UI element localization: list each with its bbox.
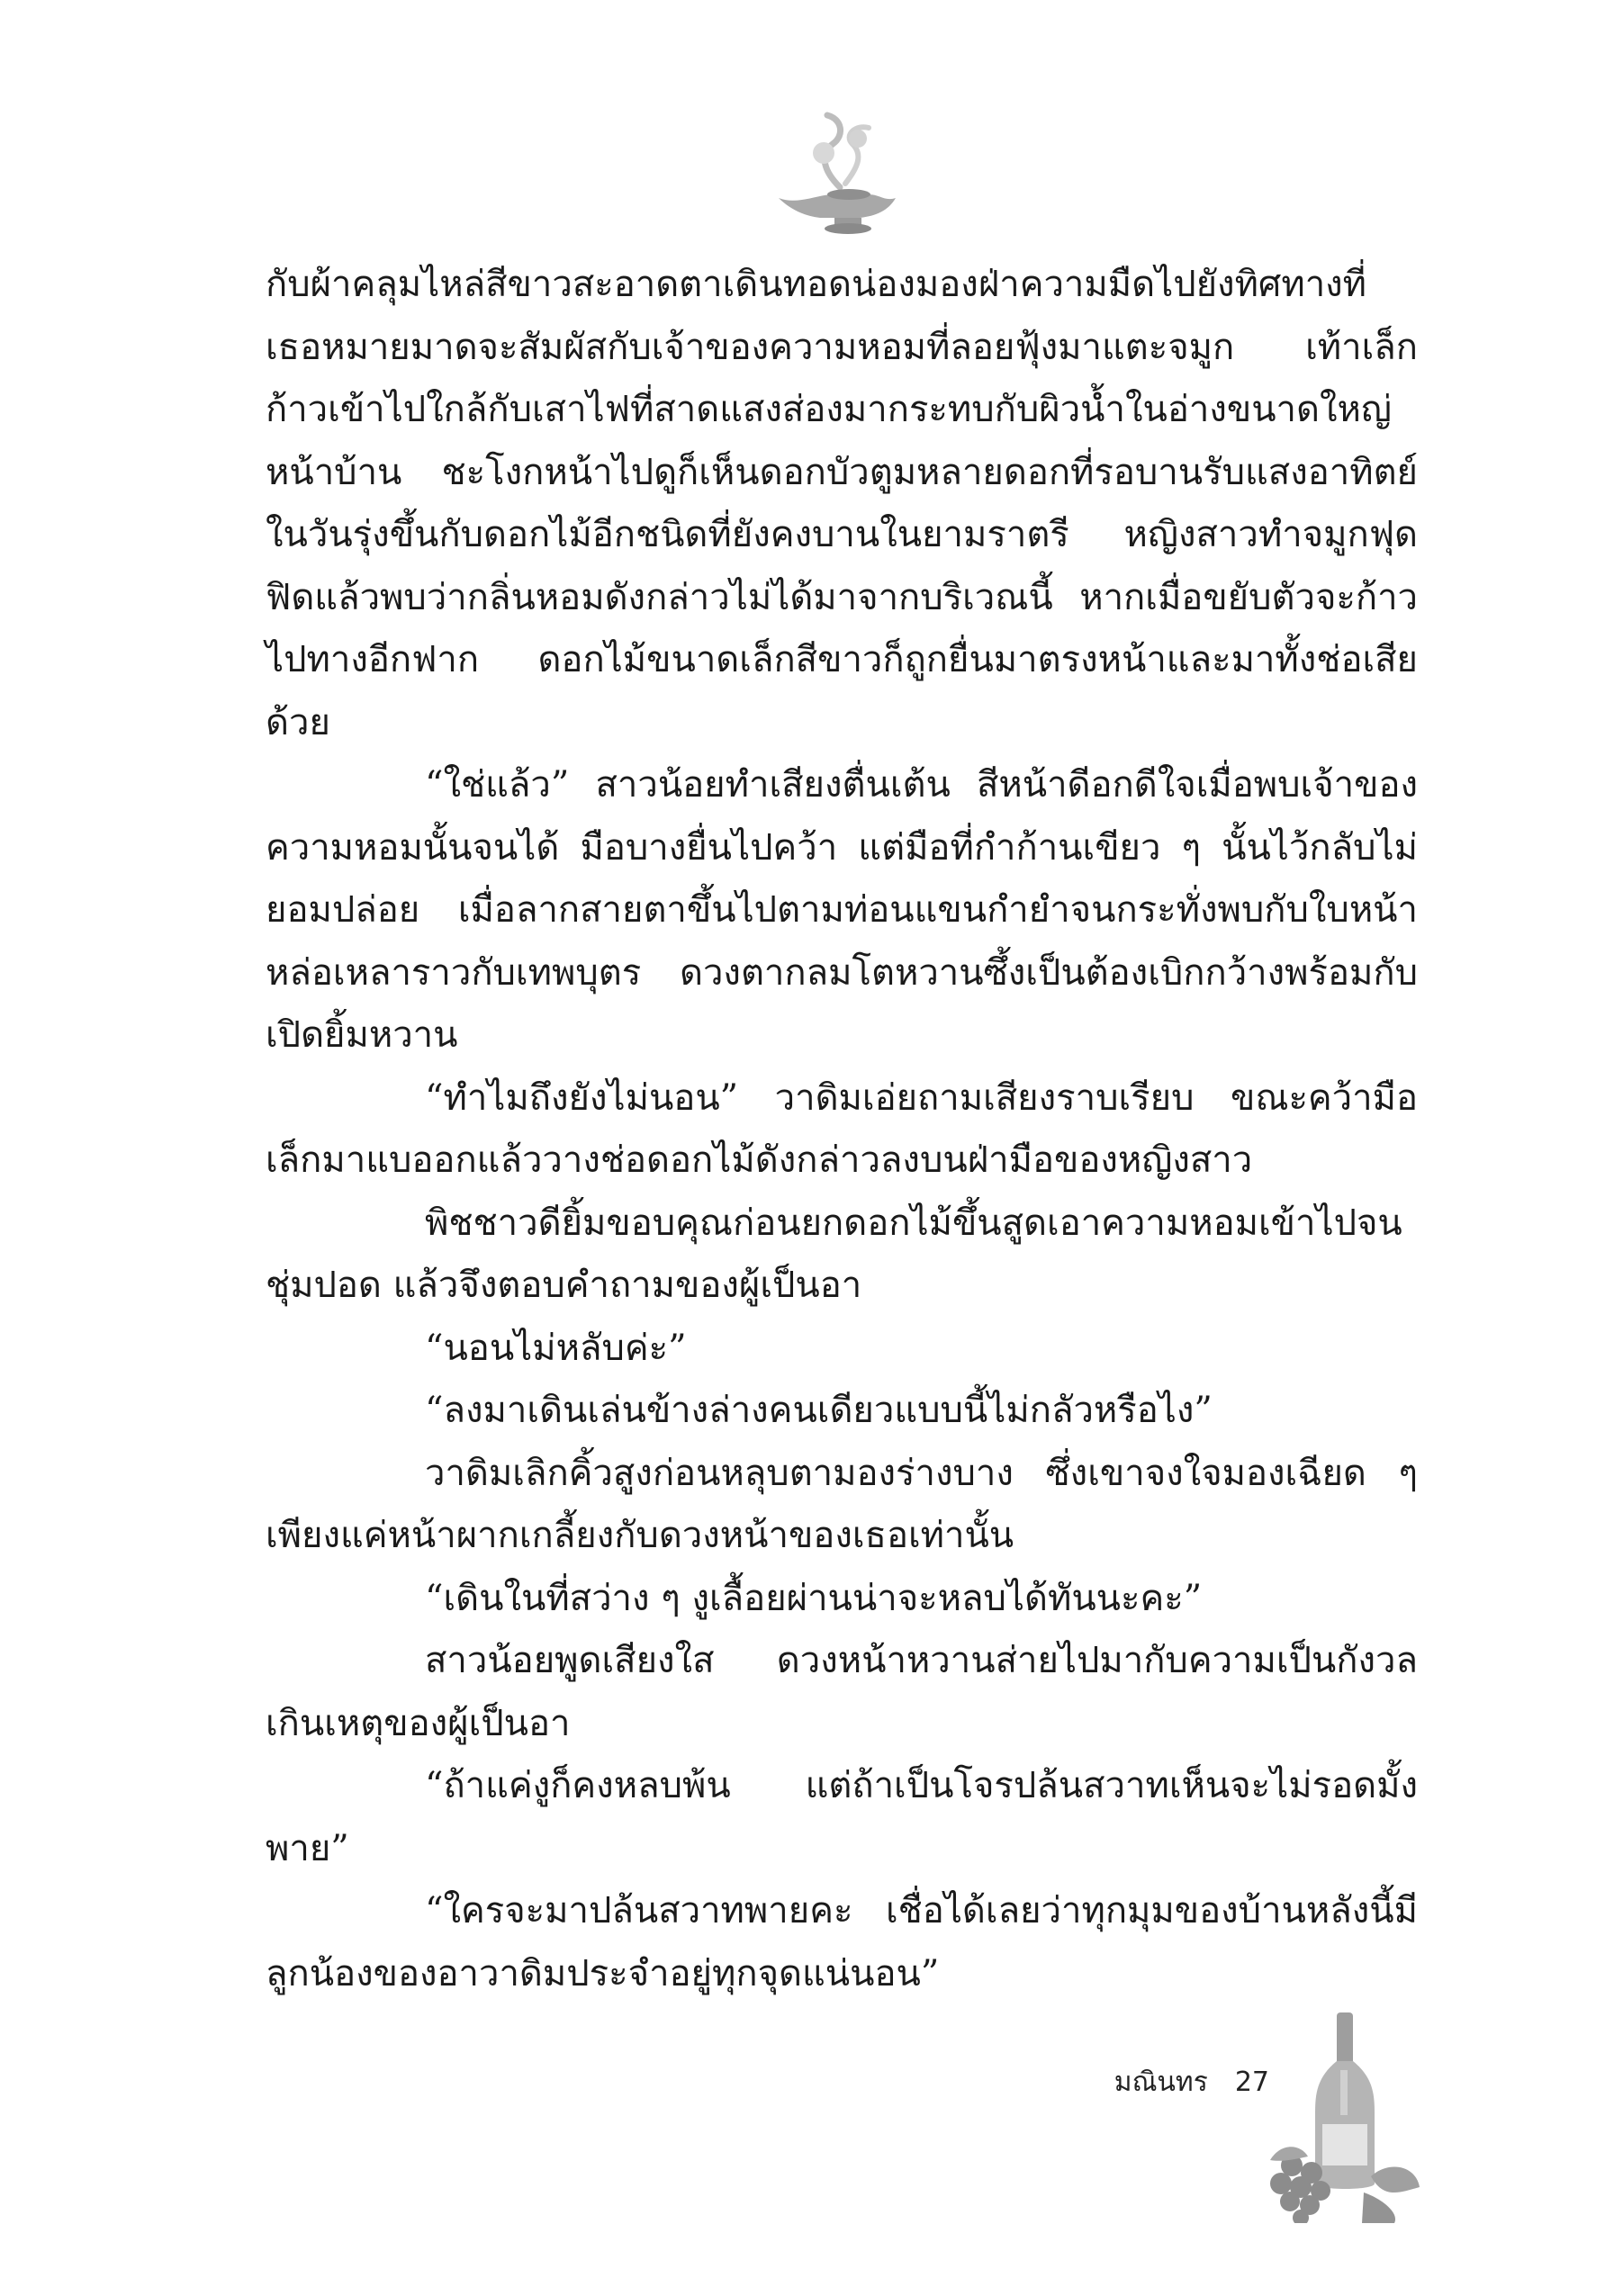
author-name: มณินทร: [1114, 2066, 1208, 2098]
paragraph: “ทำไมถึงยังไม่นอน” วาดิมเอ่ยถามเสียงราบเรียบ ขณะคว้ามือเล็กมาแบออกแล้ววางช่อดอกไม้ดังกล่าวลงบนฝ่ามือของหญิงสาว: [266, 1076, 1418, 1181]
paragraph: “นอนไม่หลับค่ะ”: [425, 1327, 687, 1369]
paragraph: “เดินในที่สว่าง ๆ งูเลื้อยผ่านน่าจะหลบได้ทันนะคะ”: [425, 1577, 1203, 1619]
paragraph: “ใช่แล้ว” สาวน้อยทำเสียงตื่นเต้น สีหน้าดีอกดีใจเมื่อพบเจ้าของความหอมนั้นจนได้ มือบางยื่นไปคว้า แต่มือที่กำก้านเขียว ๆ นั้นไว้กลับไม่ยอมปล่อย เมื่อลากสายตาขึ้นไปตามท่อนแขนกำยำจนกระทั่งพบกับใบหน้าหล่อเหลาราวกับเทพบุตร ดวงตากลมโตหวานซึ้งเป็นต้องเบิกกว้างพร้อมกับเปิดยิ้มหวาน: [266, 764, 1418, 1056]
body-text: [266, 254, 1418, 2005]
paragraph: “ลงมาเดินเล่นข้างล่างคนเดียวแบบนี้ไม่กลัวหรือไง”: [425, 1390, 1213, 1431]
paragraph: “ใครจะมาปล้นสวาทพายคะ เชื่อได้เลยว่าทุกมุมของบ้านหลังนี้มีลูกน้องของอาวาดิมประจำอยู่ทุกจุดแน่นอน”: [266, 1890, 1418, 1994]
page-footer: [1035, 2061, 1269, 2103]
page-number: 27: [1234, 2066, 1269, 2098]
wine-bottle-grapes-icon: [1265, 2007, 1422, 2223]
paragraph: พิชชาวดียิ้มขอบคุณก่อนยกดอกไม้ขึ้นสูดเอาความหอมเข้าไปจนชุ่มปอด แล้วจึงตอบคำถามของผู้เป็นอา: [266, 1202, 1402, 1306]
paragraph: สาวน้อยพูดเสียงใส ดวงหน้าหวานส่ายไปมากับความเป็นกังวลเกินเหตุของผู้เป็นอา: [266, 1640, 1418, 1744]
magic-lamp-icon: [770, 108, 905, 239]
paragraph: กับผ้าคลุมไหล่สีขาวสะอาดตาเดินทอดน่องมองฝ่าความมืดไปยังทิศทางที่เธอหมายมาดจะสัมผัสกับเจ้าของความหอมที่ลอยฟุ้งมาแตะจมูก เท้าเล็กก้าวเข้าไปใกล้กับเสาไฟที่สาดแสงส่องมากระทบกับผิวน้ำในอ่างขนาดใหญ่หน้าบ้าน ชะโงกหน้าไปดูก็เห็นดอกบัวตูมหลายดอกที่รอบานรับแสงอาทิตย์ในวันรุ่งขึ้นกับดอกไม้อีกชนิดที่ยังคงบานในยามราตรี หญิงสาวทำจมูกฟุดฟิดแล้วพบว่ากลิ่นหอมดังกล่าวไม่ได้มาจากบริเวณนี้ หากเมื่อขยับตัวจะก้าวไปทางอีกฟาก ดอกไม้ขนาดเล็กสีขาวก็ถูกยื่นมาตรงหน้าและมาทั้งช่อเสียด้วย: [266, 264, 1418, 743]
paragraph: วาดิมเลิกคิ้วสูงก่อนหลุบตามองร่างบาง ซึ่งเขาจงใจมองเฉียด ๆ เพียงแค่หน้าผากเกลี้ยงกับดวงหน้าของเธอเท่านั้น: [266, 1452, 1418, 1556]
paragraph: “ถ้าแค่งูก็คงหลบพ้น แต่ถ้าเป็นโจรปล้นสวาทเห็นจะไม่รอดมั้งพาย”: [266, 1765, 1418, 1869]
